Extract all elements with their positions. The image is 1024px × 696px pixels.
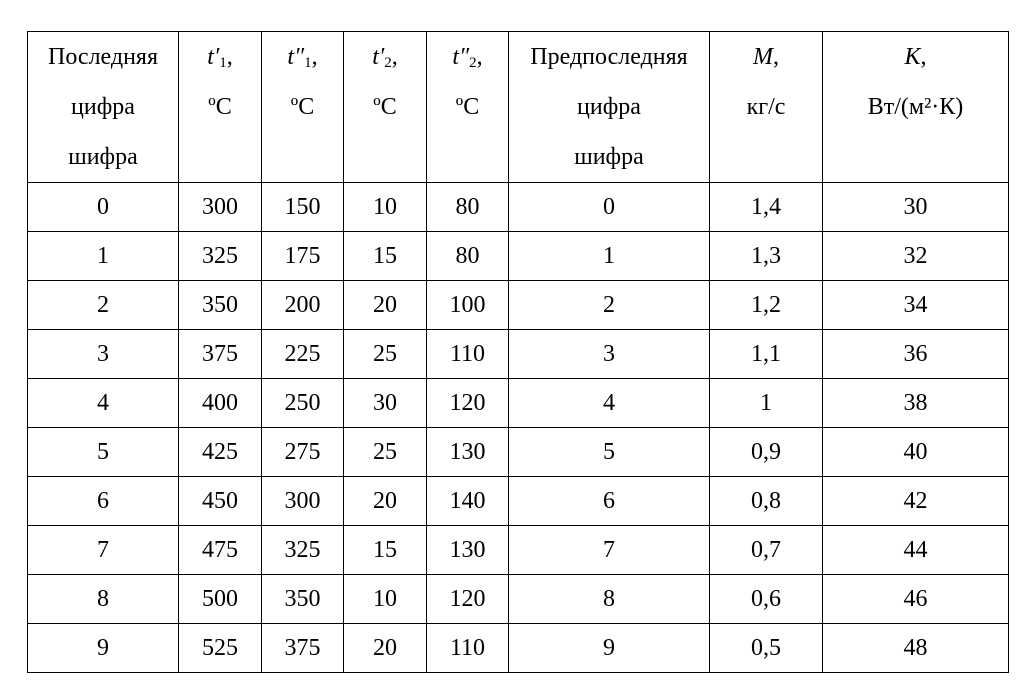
header-line: цифра — [71, 94, 135, 120]
table-cell: 46 — [823, 575, 1009, 624]
table-cell: 80 — [427, 232, 509, 281]
table-cell: 325 — [179, 232, 262, 281]
header-symbol: t′ — [372, 44, 385, 70]
table-cell: 350 — [262, 575, 344, 624]
header-unit: ºС — [455, 94, 480, 120]
header-line: шифра — [68, 144, 138, 170]
header-comma: , — [311, 44, 318, 70]
table-row — [28, 330, 1009, 379]
table-cell: 120 — [427, 379, 509, 428]
header-comma: , — [773, 44, 779, 70]
header-symbol: K — [904, 44, 921, 70]
header-t1-inlet — [179, 32, 262, 183]
table-cell: 6 — [28, 477, 179, 526]
table-cell: 1 — [28, 232, 179, 281]
table-cell: 38 — [823, 379, 1009, 428]
table-cell: 110 — [427, 624, 509, 673]
table-cell: 32 — [823, 232, 1009, 281]
header-subscript: 2 — [469, 55, 477, 71]
table-cell: 1 — [509, 232, 710, 281]
table-cell: 4 — [509, 379, 710, 428]
table-cell: 5 — [28, 428, 179, 477]
table-cell: 300 — [179, 183, 262, 232]
header-unit: Вт/(м²·К) — [867, 94, 964, 120]
table-cell: 42 — [823, 477, 1009, 526]
table-cell: 375 — [262, 624, 344, 673]
table-cell: 20 — [344, 477, 427, 526]
table-cell: 36 — [823, 330, 1009, 379]
table-row — [28, 183, 1009, 232]
table-row — [28, 281, 1009, 330]
table-cell: 34 — [823, 281, 1009, 330]
table-cell: 0,8 — [710, 477, 823, 526]
table-cell: 175 — [262, 232, 344, 281]
table-row — [28, 379, 1009, 428]
table-cell: 0,7 — [710, 526, 823, 575]
table-row — [28, 526, 1009, 575]
header-comma: , — [391, 44, 398, 70]
table-cell: 7 — [509, 526, 710, 575]
header-last-digit — [28, 32, 179, 183]
table-cell: 225 — [262, 330, 344, 379]
header-subscript: 1 — [219, 55, 227, 71]
table-body — [28, 183, 1009, 673]
table-cell: 0 — [509, 183, 710, 232]
table-cell: 200 — [262, 281, 344, 330]
table-cell: 20 — [344, 281, 427, 330]
header-comma: , — [920, 44, 927, 70]
table-cell: 25 — [344, 428, 427, 477]
table-cell: 2 — [509, 281, 710, 330]
header-t2-outlet — [427, 32, 509, 183]
header-subscript: 1 — [304, 55, 312, 71]
table-cell: 30 — [823, 183, 1009, 232]
table-cell: 44 — [823, 526, 1009, 575]
header-t1-outlet — [262, 32, 344, 183]
header-comma: , — [476, 44, 483, 70]
table-cell: 1,2 — [710, 281, 823, 330]
table-cell: 1,4 — [710, 183, 823, 232]
header-line: Последняя — [47, 44, 159, 70]
table-cell: 9 — [28, 624, 179, 673]
table-cell: 1,1 — [710, 330, 823, 379]
table-cell: 8 — [509, 575, 710, 624]
header-penultimate-digit — [509, 32, 710, 183]
table-cell: 48 — [823, 624, 1009, 673]
header-comma: , — [226, 44, 233, 70]
table-cell: 400 — [179, 379, 262, 428]
table-cell: 0 — [28, 183, 179, 232]
table-row — [28, 428, 1009, 477]
header-subscript: 2 — [384, 55, 392, 71]
table-cell: 525 — [179, 624, 262, 673]
table-cell: 375 — [179, 330, 262, 379]
table-cell: 120 — [427, 575, 509, 624]
table-cell: 3 — [28, 330, 179, 379]
table-cell: 5 — [509, 428, 710, 477]
table-cell: 20 — [344, 624, 427, 673]
table-cell: 100 — [427, 281, 509, 330]
header-line: цифра — [577, 94, 641, 120]
header-unit: ºС — [208, 94, 232, 120]
header-symbol: M — [753, 44, 773, 70]
table-cell: 140 — [427, 477, 509, 526]
header-unit: ºС — [290, 94, 315, 120]
header-mass-flow — [710, 32, 823, 183]
table-cell: 2 — [28, 281, 179, 330]
table-cell: 25 — [344, 330, 427, 379]
table-cell: 3 — [509, 330, 710, 379]
header-line: Предпоследняя — [530, 44, 688, 70]
table-cell: 10 — [344, 183, 427, 232]
table-cell: 30 — [344, 379, 427, 428]
table-cell: 475 — [179, 526, 262, 575]
table-cell: 1,3 — [710, 232, 823, 281]
header-line: шифра — [574, 144, 644, 170]
table-cell: 300 — [262, 477, 344, 526]
table-cell: 15 — [344, 526, 427, 575]
table-cell: 10 — [344, 575, 427, 624]
header-symbol: t′ — [207, 44, 220, 70]
table-cell: 40 — [823, 428, 1009, 477]
header-row — [28, 32, 1009, 183]
table-cell: 1 — [710, 379, 823, 428]
table-cell: 150 — [262, 183, 344, 232]
header-t2-inlet — [344, 32, 427, 183]
table-cell: 15 — [344, 232, 427, 281]
table-cell: 7 — [28, 526, 179, 575]
table-cell: 0,9 — [710, 428, 823, 477]
table-cell: 425 — [179, 428, 262, 477]
table-cell: 8 — [28, 575, 179, 624]
table-row — [28, 624, 1009, 673]
table-cell: 6 — [509, 477, 710, 526]
table-cell: 275 — [262, 428, 344, 477]
table-row — [28, 232, 1009, 281]
header-symbol: t″ — [287, 44, 305, 70]
variant-data-table — [27, 31, 1009, 673]
table-cell: 325 — [262, 526, 344, 575]
table-cell: 80 — [427, 183, 509, 232]
table-cell: 350 — [179, 281, 262, 330]
header-symbol: t″ — [452, 44, 470, 70]
table-row — [28, 575, 1009, 624]
table-cell: 4 — [28, 379, 179, 428]
table-cell: 0,5 — [710, 624, 823, 673]
table-cell: 500 — [179, 575, 262, 624]
table-cell: 110 — [427, 330, 509, 379]
table-cell: 9 — [509, 624, 710, 673]
header-heat-transfer-coefficient — [823, 32, 1009, 183]
table-cell: 250 — [262, 379, 344, 428]
table-cell: 0,6 — [710, 575, 823, 624]
table-cell: 130 — [427, 526, 509, 575]
table-cell: 450 — [179, 477, 262, 526]
table-row — [28, 477, 1009, 526]
table-cell: 130 — [427, 428, 509, 477]
header-unit: кг/с — [746, 94, 786, 120]
header-unit: ºС — [373, 94, 397, 120]
